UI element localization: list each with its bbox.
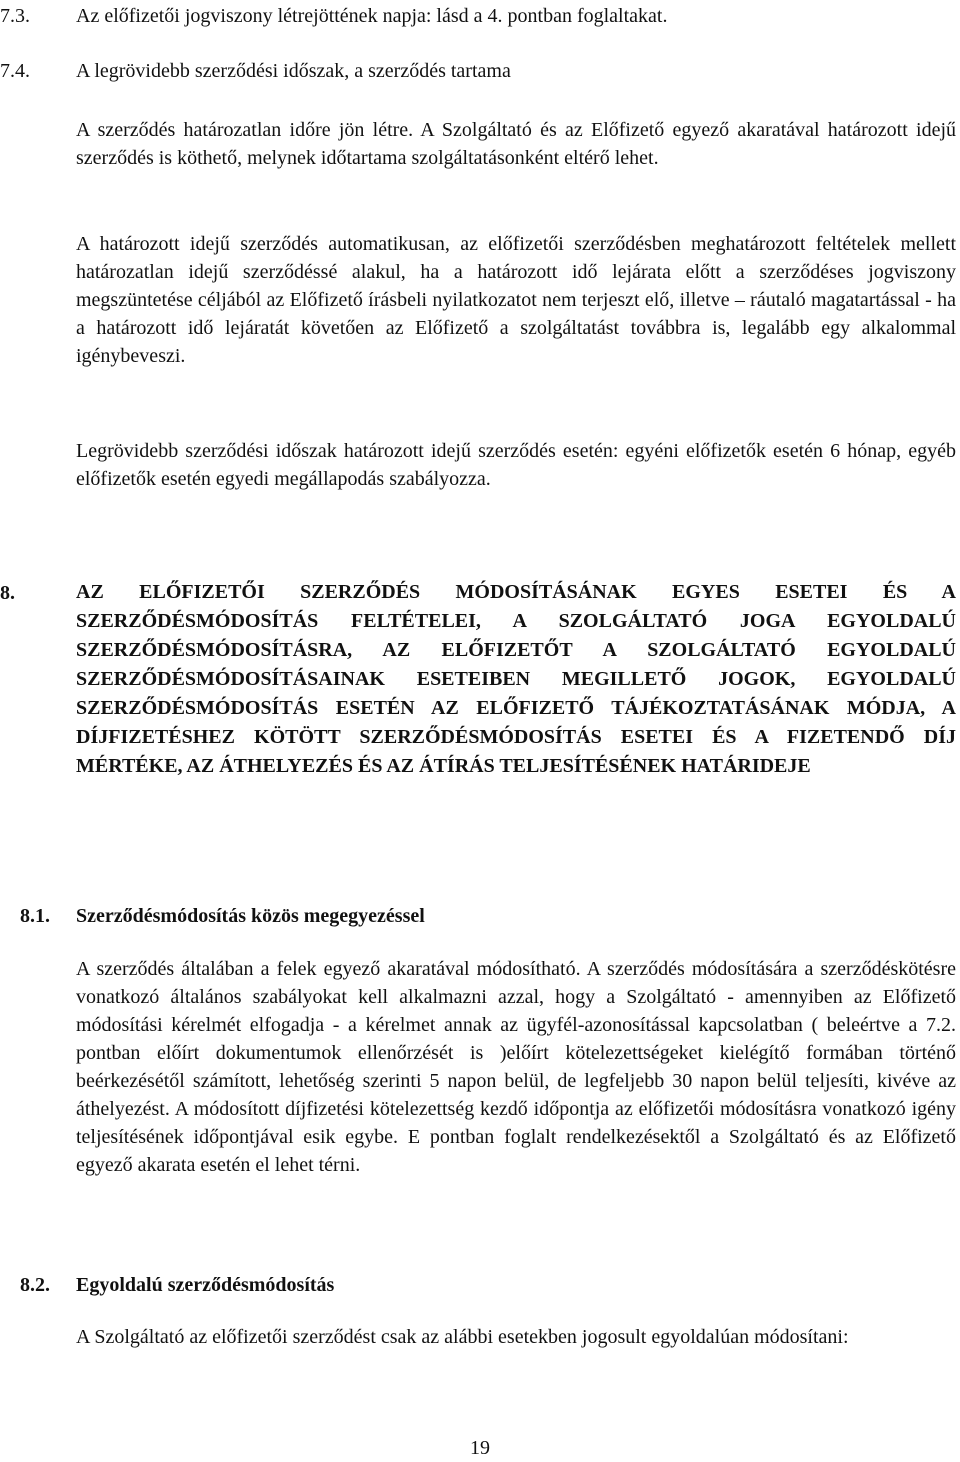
section-8-2-number: 8.2. [20, 1274, 50, 1296]
section-7-3-number: 7.3. [0, 5, 30, 27]
section-8-2-paragraph: A Szolgáltató az előfizetői szerződést csak az alábbi esetekben jogosult egyoldalúan módosítani: [76, 1326, 849, 1348]
section-7-4-number: 7.4. [0, 60, 30, 82]
section-8-1-number: 8.1. [20, 905, 50, 927]
section-7-4-title: A legrövidebb szerződési időszak, a szerződés tartama [76, 60, 511, 82]
section-8-title: AZ ELŐFIZETŐI SZERZŐDÉS MÓDOSÍTÁSÁNAK EGYES ESETEI ÉS A SZERZŐDÉSMÓDOSÍTÁS FELTÉTELEI, A SZOLGÁLTATÓ JOGA EGYOLDALÚ SZERZŐDÉSMÓDOSÍTÁSRA, AZ ELŐFIZETŐT A SZOLGÁLTATÓ EGYOLDALÚ SZERZŐDÉSMÓDOSÍTÁSAINAK ESETEIBEN MEGILLETŐ JOGOK, EGYOLDALÚ SZERZŐDÉSMÓDOSÍTÁS ESETÉN AZ ELŐFIZETŐ TÁJÉKOZTATÁSÁNAK MÓDJA, A DÍJFIZETÉSHEZ KÖTÖTT SZERZŐDÉSMÓDOSÍTÁS ESETEI ÉS A FIZETENDŐ DÍJ MÉRTÉKE, AZ ÁTHELYEZÉS ÉS AZ ÁTÍRÁS TELJESÍTÉSÉNEK HATÁRIDEJE [76, 581, 956, 777]
section-8-1-paragraph: A szerződés általában a felek egyező akaratával módosítható. A szerződés módosítására a szerződéskötésre vonatkozó általános szabályokat kell alkalmazni azzal, hogy a Szolgáltató - amennyiben az Előfizető módosítási kérelmét elfogadja - a kérelmet annak az ügyfél-azonosítással kapcsolatban ( beleértve a 7.2. pontban előírt dokumentumok ellenőrzését is )előírt kötelezettségeket kielégítő formában történő beérkezésétől számított, lehetőség szerinti 5 napon belül, de legfeljebb 30 napon belül teljesíti, kivéve az áthelyezést. A módosított díjfizetési kötelezettség kezdő időpontja az előfizetői módosításra vonatkozó igény teljesítésének időpontjával esik egybe. E pontban foglalt rendelkezésektől a Szolgáltató és az Előfizető egyező akarata esetén el lehet térni. [76, 958, 956, 1176]
section-7-3-text: Az előfizetői jogviszony létrejöttének napja: lásd a 4. pontban foglaltakat. [76, 5, 668, 27]
section-7-4-paragraph-1: A szerződés határozatlan időre jön létre. A Szolgáltató és az Előfizető egyező akaratával határozott idejű szerződés is köthető, melynek időtartama szolgáltatásonként eltérő lehet. [76, 119, 956, 169]
section-8-2-title: Egyoldalú szerződésmódosítás [76, 1274, 335, 1296]
section-8-1-title: Szerződésmódosítás közös megegyezéssel [76, 905, 425, 927]
section-8-number: 8. [0, 582, 15, 604]
page-number: 19 [470, 1437, 490, 1459]
section-7-4-paragraph-3: Legrövidebb szerződési időszak határozott idejű szerződés esetén: egyéni előfizetők esetén 6 hónap, egyéb előfizetők esetén egyedi megállapodás szabályozza. [76, 440, 956, 490]
section-7-4-paragraph-2: A határozott idejű szerződés automatikusan, az előfizetői szerződésben meghatározott feltételek mellett határozatlan idejű szerződéssé alakul, ha a határozott idő lejárata előtt a szerződéses jogviszony megszüntetése céljából az Előfizető írásbeli nyilatkozatot nem terjeszt elő, illetve – ráutaló magatartással - ha a határozott idő lejáratát követően az Előfizető a szolgáltatást továbbra is, legalább egy alkalommal igénybeveszi. [76, 233, 956, 367]
